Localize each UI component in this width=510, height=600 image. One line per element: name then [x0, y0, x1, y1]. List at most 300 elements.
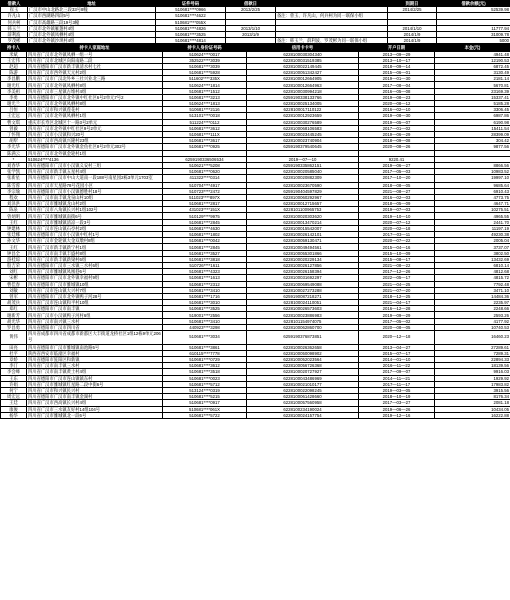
- table-cell: 到期日: [388, 1, 437, 7]
- table-cell: 5185.28: [435, 101, 510, 107]
- table-cell: 许娟: [1, 381, 27, 387]
- table-cell: 本金(元): [435, 45, 510, 51]
- table-cell: 6228100024110051: [247, 300, 359, 306]
- table-cell: 持卡人家庭地址: [27, 45, 163, 51]
- table-cell: 3306.45: [435, 107, 510, 113]
- table-cell: 6228100062860700: [247, 324, 359, 330]
- table-cell: 6228100026362658: [247, 344, 359, 350]
- table-cell: 四川省广汉市雒城镇南街6号: [27, 213, 163, 219]
- table-cell: 510681****3818: [163, 256, 247, 262]
- table-cell: 2020—07—22: [359, 238, 435, 244]
- table-cell: 6872.45: [435, 63, 510, 69]
- table-cell: 四川省广汉市广汉北外乡三社兴业北三路: [27, 76, 163, 82]
- table-cell: 6228100017110122: [247, 107, 359, 113]
- table-cell: 6228100031692297: [247, 275, 359, 281]
- table-cell: 6228100022098245: [247, 387, 359, 393]
- table-cell: 2015—06—01: [359, 70, 435, 76]
- table-cell: 张学凯: [1, 169, 27, 175]
- table-cell: 11197.19: [435, 225, 510, 231]
- table-cell: 510681****0620: [163, 169, 247, 175]
- table-cell: 四川省广汉市金轮镇大金双墩村8组: [27, 238, 163, 244]
- table-cell: 6228100027273288: [247, 287, 359, 293]
- table-cell: 2019—06—26: [359, 406, 435, 412]
- table-cell: 3130.49: [435, 70, 510, 76]
- table-cell: 2020—08—05: [359, 324, 435, 330]
- table-cell: 陈泉: [1, 207, 27, 213]
- table-cell: 四川省广汉市北外镇凤栖村1组: [27, 113, 163, 119]
- table-cell: 备注：韩玉兰、薛利波、罗茂彬为同一联保小组: [276, 38, 388, 44]
- table-cell: 6259190376873851: [247, 331, 359, 345]
- table-cell: 2081.18: [435, 400, 510, 406]
- table-cell: 2017—05—03: [359, 169, 435, 175]
- table-cell: 10434.05: [435, 406, 510, 412]
- table-cell: 崔玉: [1, 7, 28, 13]
- table-cell: 2013—09—29: [359, 51, 435, 57]
- table-cell: 四川省广汉市连山镇大兴村7组: [27, 287, 163, 293]
- table-cell: 康俊: [1, 406, 27, 412]
- table-cell: 2018—09—08: [359, 138, 435, 144]
- table-cell: 510681****5722: [163, 412, 247, 418]
- table-cell: 510681****3525: [156, 31, 226, 37]
- table-cell: 6228100021010177: [247, 381, 359, 387]
- table-cell: 510681****3612: [163, 125, 247, 131]
- table-cell: 四川省广汉市南丰镇丰盛村8组: [27, 250, 163, 256]
- table-cell: 四川省广汉市连山镇石亭村2组: [27, 225, 163, 231]
- table-cell: 6228100026142101: [247, 232, 359, 238]
- table-cell: 510681****4826: [156, 25, 226, 31]
- table-cell: 谢新芳: [1, 312, 27, 318]
- table-cell: 2019—05—07: [359, 119, 435, 125]
- table-cell: 411322****0314: [163, 175, 247, 182]
- table-cell: 2018—08—05: [359, 182, 435, 188]
- table-cell: 四川省德阳市广汉市北外镇幸福村9组: [27, 275, 163, 281]
- table-cell: 2015—04—16: [359, 244, 435, 250]
- table-cell: 3802.50: [435, 250, 510, 256]
- table-cell: 28399.09: [435, 131, 510, 137]
- table-cell: 四川省广汉市南丰镇龙泉山村10组: [27, 194, 163, 200]
- table-cell: 2017—12—26: [359, 269, 435, 275]
- table-cell: 何宁: [1, 387, 27, 393]
- table-cell: 广汉市西湖路四段5号: [28, 13, 156, 19]
- table-cell: 胡犁: [1, 138, 27, 144]
- table-cell: 510624****0017: [163, 51, 247, 57]
- table-cell: 四川省广汉市小汉镇鸭子河村6组: [27, 312, 163, 318]
- table-cell: 6259190336506534: [163, 156, 247, 162]
- table-cell: 四川省广汉市和兴镇民兴村: [27, 387, 163, 393]
- table-cell: 广汉市高雄路三段19号3幢: [28, 19, 156, 25]
- table-cell: 李昌鹏: [1, 76, 27, 82]
- table-cell: [226, 38, 276, 44]
- table-cell: 四川省德阳市广汉市连山镇镇东村: [27, 375, 163, 381]
- table-cell: 6228100026573603: [247, 306, 359, 312]
- table-cell: 2020—07—12: [359, 219, 435, 225]
- table-cell: 510681****3617: [163, 138, 247, 144]
- table-cell: 2018—10—19: [359, 394, 435, 400]
- table-cell: 16460.23: [435, 331, 510, 345]
- table-cell: 刘泽洪: [1, 201, 27, 207]
- table-cell: 510681****1802: [163, 232, 247, 238]
- table-cell: 王红: [1, 244, 27, 250]
- table-cell: 510681****1716: [163, 293, 247, 299]
- table-cell: 四川省德阳市广汉市中山大道南一段188号南星园2栋3单元1703室: [27, 175, 163, 182]
- table-cell: 2018—05—09: [359, 201, 435, 207]
- table-cell: 四川省德阳市旌阳区和新镇: [27, 357, 163, 363]
- table-cell: 6228100059130471: [247, 238, 359, 244]
- table-cell: 备注：曾玉、许凡山，何兵柯为同一联保小组: [276, 13, 388, 19]
- table-cell: 2019—12—16: [359, 412, 435, 418]
- table-cell: 6228100049494561: [247, 244, 359, 250]
- table-cell: 6228100023886983: [247, 312, 359, 318]
- table-cell: 游桂琼: [1, 256, 27, 262]
- table-cell: 4941.48: [435, 51, 510, 57]
- table-cell: 6259190404597829: [247, 188, 359, 194]
- table-row: [1, 175, 510, 182]
- table-cell: 四川省德阳市广汉市雒城镇南池路5号: [27, 344, 163, 350]
- table-cell: 四川省德阳市广汉市北外镇中红社区6号2单元7号2: [27, 94, 163, 100]
- table-cell: 2017—01—02: [359, 125, 435, 131]
- table-cell: 曾炳明: [1, 213, 27, 219]
- table-cell: 2019—10—10: [359, 213, 435, 219]
- table-cell: 四川省广汉市南丰镇三水村: [27, 363, 163, 369]
- table-cell: 15337.41: [435, 94, 510, 100]
- table-cell: 510681****3039: [163, 63, 247, 69]
- table-cell: 2017—09—07: [359, 369, 435, 375]
- table-cell: 四川省广汉市雒城镇龙山村2组: [27, 201, 163, 207]
- table-cell: 2019—01—30: [359, 76, 435, 82]
- table-cell: 2019—06—29: [359, 131, 435, 137]
- table-cell: 2015—08—17: [359, 256, 435, 262]
- table-cell: 510624****1814: [163, 82, 247, 88]
- table-cell: 519001****2556: [163, 312, 247, 318]
- table-cell: 宋彬: [1, 275, 27, 281]
- table-cell: 2017—10—20: [359, 175, 435, 182]
- table-cell: 2017—03—11: [359, 232, 435, 238]
- table-cell: 6259190379540645: [247, 144, 359, 150]
- table-cell: 持卡人身份证号码: [163, 45, 247, 51]
- table-cell: 曾军: [1, 293, 27, 299]
- table-cell: 510726****1611: [163, 262, 247, 268]
- table-cell: 2593.26: [435, 312, 510, 318]
- table-cell: 四川省广汉市新丰镇新宁村1组: [27, 244, 163, 250]
- table-cell: 四川省广汉市西外镇天元村2组: [27, 70, 163, 76]
- table-cell: 6228101100965753: [247, 207, 359, 213]
- table-cell: 四川省广汉市雒城镇北一段6号: [27, 412, 163, 418]
- table-cell: 6228100024157754: [247, 412, 359, 418]
- table-cell: 9685.64: [435, 182, 510, 188]
- table-cell: 2019—09—29: [359, 312, 435, 318]
- table-cell: 6228100056726368: [247, 363, 359, 369]
- table-cell: 四川省广汉市新丰镇新梁村6组: [27, 256, 163, 262]
- table-cell: 2017—11—17: [359, 381, 435, 387]
- table-cell: 2020—12—18: [359, 331, 435, 345]
- table-cell: 510681****5215: [163, 394, 247, 400]
- table-cell: 2014/1/9: [388, 38, 437, 44]
- table-cell: 510681****3525: [163, 306, 247, 312]
- table-cell: 6228100030304340: [247, 51, 359, 57]
- table-cell: 510681****3612: [163, 363, 247, 369]
- table-cell: 吕恒: [1, 107, 27, 113]
- table-cell: 49230.38: [435, 232, 510, 238]
- table-cell: 借款余额(元): [437, 1, 510, 7]
- table-cell: 孙文华: [1, 238, 27, 244]
- table-cell: 四川省广汉市三水镇友好村14组104号: [27, 406, 163, 412]
- table-cell: 15411.54: [435, 125, 510, 131]
- card-table: [0, 44, 510, 419]
- table-cell: 四川省德阳市广汉市新丰镇清水村七社: [27, 63, 163, 69]
- table-cell: 6228101154974075: [247, 318, 359, 324]
- table-cell: 开户日期: [359, 45, 435, 51]
- table-cell: 18139.56: [435, 363, 510, 369]
- table-cell: 10275.51: [435, 207, 510, 213]
- table-cell: 四川省广汉市雒城镇凤凰巷6号: [27, 269, 163, 275]
- table-cell: 6228100055301866: [247, 250, 359, 256]
- table-cell: 胡茂兵: [1, 300, 27, 306]
- table-cell: 2019—06—27: [359, 162, 435, 168]
- table-cell: 510681****0729: [163, 357, 247, 363]
- table-cell: 四川省德阳市广汉市南丰镇金湖村: [27, 394, 163, 400]
- table-row: [1, 38, 510, 44]
- table-cell: 510681****2116: [163, 107, 247, 113]
- table-cell: 510681****055X: [156, 19, 226, 25]
- table-cell: 李会峰: [1, 369, 27, 375]
- table-cell: 4177.92: [435, 318, 510, 324]
- table-cell: 9877.56: [435, 144, 510, 150]
- table-cell: 510681****3213: [163, 94, 247, 100]
- table-cell: 510681****3034: [163, 331, 247, 345]
- table-cell: 四川省成都市四川省成都市新都区大丰街道龙桥社区1组12栋9单元206号: [28, 331, 161, 343]
- table-cell: 2021—08—27: [359, 188, 435, 194]
- table-cell: 2441.70: [435, 219, 510, 225]
- table-cell: 李美祖: [1, 88, 27, 94]
- table-cell: 6228100050098902: [247, 350, 359, 356]
- table-cell: 王宏伟: [1, 57, 27, 63]
- table-cell: 罗茂彬: [1, 38, 28, 44]
- table-cell: 12190.53: [435, 57, 510, 63]
- table-cell: 刘红: [1, 269, 27, 275]
- table-cell: 6228100023445245: [247, 131, 359, 137]
- table-cell: 14484.36: [435, 293, 510, 299]
- table-cell: 2016—05—08: [359, 88, 435, 94]
- table-cell: 23169.39: [435, 88, 510, 94]
- table-cell: 四川省广汉市新丰镇五星村4组: [27, 169, 163, 175]
- table-cell: 陈雪蓉: [1, 182, 27, 188]
- table-cell: 田亮: [1, 344, 27, 350]
- table-cell: 2005.04: [435, 238, 510, 244]
- table-cell: 四川省广汉市北外镇中红社区9号2单元: [27, 125, 163, 131]
- table-cell: 510681****5928: [163, 70, 247, 76]
- table-cell: 张廷娜: [1, 232, 27, 238]
- table-cell: 4812.68: [435, 269, 510, 275]
- table-cell: 李宗瑜: [1, 188, 27, 194]
- loan-table: [0, 0, 510, 44]
- table-cell: 11777.94: [437, 25, 510, 31]
- table-cell: 2016—11—22: [359, 363, 435, 369]
- table-cell: 郑红: [1, 306, 27, 312]
- table-cell: 6228100015542007: [247, 225, 359, 231]
- table-cell: 6228100068106583: [247, 125, 359, 131]
- table-cell: 8866.56: [435, 162, 510, 168]
- table-cell: 510624****4136: [27, 156, 163, 162]
- table-cell: 9220.41: [359, 156, 435, 162]
- table-cell: 510681****1512: [163, 88, 247, 94]
- table-cell: 2017—05—02: [359, 318, 435, 324]
- table-cell: 2018—12—25: [359, 293, 435, 299]
- table-cell: 6228100234190024: [247, 406, 359, 412]
- table-cell: 周宏远: [1, 394, 27, 400]
- table-cell: 2014/2/25: [388, 7, 437, 13]
- table-cell: 510723****2472: [163, 188, 247, 194]
- table-cell: 2014—11—21: [359, 375, 435, 381]
- table-cell: 27289.61: [435, 344, 510, 350]
- table-cell: 黄伟: [1, 331, 27, 345]
- table-cell: 2016—02—10: [359, 107, 435, 113]
- table-cell: 陈满云: [1, 150, 27, 156]
- table-cell: 510621****5208: [163, 162, 247, 168]
- table-cell: 广汉市中山北路北三段33号8幢: [28, 7, 156, 13]
- table-cell: 3915.56: [435, 387, 510, 393]
- table-cell: 510681****1613: [163, 275, 247, 281]
- table-cell: 1929.92: [435, 375, 510, 381]
- table-cell: 510681****0966: [156, 7, 226, 13]
- table-cell: 6228100060292967: [247, 194, 359, 200]
- table-cell: 2248.66: [435, 306, 510, 312]
- table-cell: 2019—07—03: [359, 207, 435, 213]
- table-cell: 2014—01—10: [359, 357, 435, 363]
- table-cell: 513101****0018: [163, 113, 247, 119]
- table-cell: 7792.48: [435, 281, 510, 287]
- table-cell: 510681****4323: [163, 269, 247, 275]
- table-cell: 曹佳春: [1, 281, 27, 287]
- table-cell: 2019—08—30: [359, 113, 435, 119]
- table-cell: 6228100012664963: [247, 82, 359, 88]
- table-cell: 四川省广汉市北外镇金轮村1组: [27, 150, 163, 156]
- table-cell: 510681****0042: [163, 238, 247, 244]
- table-cell: 地址: [28, 1, 156, 7]
- table-cell: 谢光红: [1, 82, 27, 88]
- table-cell: 10740.53: [435, 324, 510, 330]
- table-cell: 李汀: [1, 363, 27, 369]
- table-cell: 510681****3861: [163, 344, 247, 350]
- table-cell: 借款日: [226, 1, 276, 7]
- table-cell: 程欢: [1, 194, 27, 200]
- table-row: [1, 412, 510, 418]
- table-cell: 510681****2845: [163, 244, 247, 250]
- table-cell: 陕西省西安市临潼区幸福村: [27, 350, 163, 356]
- table-cell: 6228100025134005: [247, 101, 359, 107]
- table-cell: 借款人: [1, 1, 28, 7]
- table-cell: 6190.98: [435, 119, 510, 125]
- table-cell: 四川省德阳市广汉市四川省: [27, 324, 163, 330]
- table-cell: 2021—04—17: [359, 300, 435, 306]
- table-cell: 6228100022149445: [247, 63, 359, 69]
- table-cell: 四川省广汉市小汉镇和兴20号: [27, 131, 163, 137]
- table-cell: 4773.75: [435, 194, 510, 200]
- table-cell: 四川省德阳市广汉市小汉镇中红村1号: [27, 232, 163, 238]
- table-cell: 6228100069549088: [247, 281, 359, 287]
- table-cell: 2235.97: [435, 300, 510, 306]
- table-cell: 张新星: [1, 175, 27, 182]
- table-cell: 510681****0925: [163, 144, 247, 150]
- table-cell: 510681****111X: [163, 131, 247, 137]
- table-cell: 李光华: [1, 144, 27, 150]
- table-cell: 许凡山: [1, 13, 28, 19]
- table-cell: 钟建林: [1, 225, 27, 231]
- table-cell: 谢光兰: [1, 101, 27, 107]
- table-cell: 510681****3410: [163, 287, 247, 293]
- table-cell: 四川省广汉市天星路78号花园小区: [27, 182, 163, 188]
- table-cell: 2022—05—17: [359, 275, 435, 281]
- table-cell: 王红: [1, 219, 27, 225]
- table-cell: 5670.81: [435, 82, 510, 88]
- table-cell: 6228100030276589: [247, 119, 359, 125]
- table-cell: 510681****4630: [163, 225, 247, 231]
- table-cell: 6228100020229134: [247, 256, 359, 262]
- table-cell: 2020—02—18: [359, 225, 435, 231]
- table-cell: 2014/1/10: [388, 25, 437, 31]
- table-cell: 440923****3298: [163, 324, 247, 330]
- table-cell: 511602****335X: [163, 76, 247, 82]
- table-cell: 510681****0023: [163, 375, 247, 381]
- table-cell: 胡光华: [1, 318, 27, 324]
- table-cell: 510681****061X: [163, 406, 247, 412]
- table-cell: 四川省广汉市南丰镇黄土村4组: [27, 369, 163, 375]
- table-cell: 510681****5712: [163, 381, 247, 387]
- table-cell: 2017—08—04: [359, 82, 435, 88]
- table-cell: 6259190338133766: [247, 94, 359, 100]
- table-cell: 6228100023740904: [247, 138, 359, 144]
- table-cell: 510681****4814: [156, 38, 226, 44]
- table-cell: 信用卡卡号: [247, 45, 359, 51]
- table-cell: 6228100031519385: [247, 57, 359, 63]
- table-cell: 19997.10: [435, 175, 510, 182]
- table-cell: 四川省德阳市广汉市小汉镇义安村三组: [27, 162, 163, 168]
- table-cell: 3471.10: [435, 287, 510, 293]
- table-cell: 511023****897X: [163, 194, 247, 200]
- table-cell: 四川省广汉市北城区向阳南路二段: [27, 57, 163, 63]
- table-cell: 6228100052023564: [247, 357, 359, 363]
- table-cell: 510681****2817: [163, 201, 247, 207]
- table-cell: 4647.71: [435, 201, 510, 207]
- table-cell: 四川省广汉市南兴镇三水村: [27, 318, 163, 324]
- table-cell: 4815.72: [435, 275, 510, 281]
- table-cell: 2020—08—26: [359, 144, 435, 150]
- table-cell: 2016—12—28: [359, 306, 435, 312]
- table-cell: 四川省广汉市北外镇凤栖一组一号: [27, 51, 163, 57]
- table-cell: 2021—07—20: [359, 287, 435, 293]
- table-cell: 352522****3039: [163, 57, 247, 63]
- table-cell: 2021—08—22: [359, 262, 435, 268]
- table-cell: 曹文琪: [1, 119, 27, 125]
- table-cell: 9916.03: [435, 369, 510, 375]
- table-cell: 6228100012715657: [247, 201, 359, 207]
- table-cell: 章娇: [1, 357, 27, 363]
- table-cell: 2019—08—23: [359, 94, 435, 100]
- table-cell: 2013—10—17: [359, 57, 435, 63]
- table-cell: 持卡人: [1, 45, 27, 51]
- table-cell: 广汉市北外镇凤栖村4组: [28, 31, 156, 37]
- table-cell: 6228100030994218: [247, 88, 359, 94]
- table-cell: 2015—07—17: [359, 350, 435, 356]
- table-cell: 6228100012923659: [247, 113, 359, 119]
- table-cell: 四川省广汉市八角镇长兴村1组102号: [27, 207, 163, 213]
- table-cell: 510704****4917: [163, 182, 247, 188]
- table-cell: 6228100020727927: [247, 369, 359, 375]
- table-cell: 510681****4622: [156, 13, 226, 19]
- table-cell: 4965.55: [435, 213, 510, 219]
- table-cell: 四川省德阳市广汉市雒城镇10组: [27, 281, 163, 287]
- table-cell: 2014/1/9: [388, 31, 437, 37]
- table-cell: 510681****3010: [163, 300, 247, 306]
